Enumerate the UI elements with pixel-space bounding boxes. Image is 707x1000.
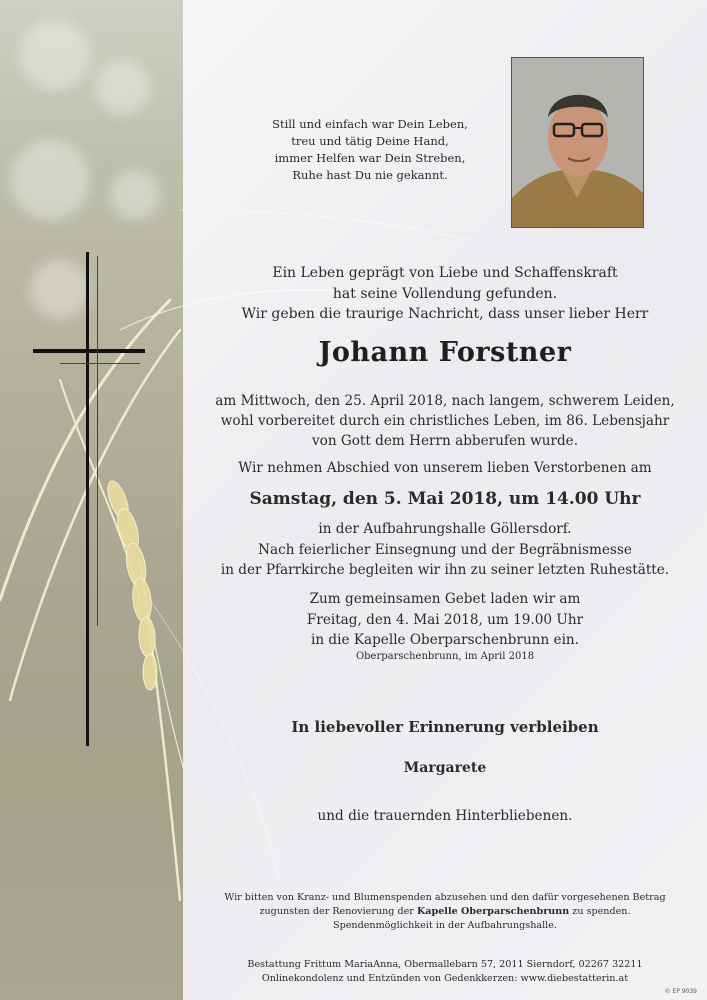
mourner-name: Margarete	[403, 760, 487, 776]
copyright-mark: © EP 9039	[664, 988, 697, 995]
cross-horizontal-thin	[60, 363, 140, 364]
place-date: Oberparschenbrunn, im April 2018	[355, 651, 535, 662]
cross-vertical-thin	[97, 256, 98, 626]
donation-note: Wir bitten von Kranz- und Blumenspenden abzusehen und den dafür vorgesehenen Betrag zugunsten der Renovierung der Kapelle Oberparschenbrunn zu spenden. Spendenmöglichkeit in der Aufbahrungshalle.	[224, 892, 666, 931]
undertaker-info: Bestattung Frittum MariaAnna, Obermallebarn 57, 2011 Sierndorf, 02267 32211 Onlinekondolenz und Entzünden von Gedenkkerzen: www.diebestatterin.at	[247, 959, 643, 984]
funeral-date: Samstag, den 5. Mai 2018, um 14.00 Uhr	[249, 489, 641, 509]
death-notice: am Mittwoch, den 25. April 2018, nach langem, schwerem Leiden, wohl vorbereitet durch ein christliches Leben, im 86. Lebensjahr von Gott dem Herrn abberufen wurde.	[215, 393, 675, 449]
deceased-name: Johann Forstner	[318, 337, 572, 368]
cross-vertical	[86, 252, 89, 746]
prayer-invitation: Zum gemeinsamen Gebet laden wir am Freitag, den 4. Mai 2018, um 19.00 Uhr in die Kapelle Oberparschenbrunn ein.	[306, 591, 584, 648]
farewell-intro: Wir nehmen Abschied von unserem lieben Verstorbenen am	[238, 460, 652, 476]
cross-horizontal	[33, 349, 145, 353]
closing-line: In liebevoller Erinnerung verbleiben	[291, 718, 599, 736]
portrait-photo	[511, 57, 644, 228]
funeral-details: in der Aufbahrungshalle Göllersdorf. Nach feierlicher Einsegnung und der Begräbnismesse in der Pfarrkirche begleiten wir ihn zu seiner letzten Ruhestätte.	[220, 521, 670, 578]
intro-text: Ein Leben geprägt von Liebe und Schaffenskraft hat seine Vollendung gefunden. Wir geben die traurige Nachricht, dass unser lieber Herr	[241, 265, 649, 322]
mourners-rest: und die trauernden Hinterbliebenen.	[317, 808, 573, 824]
memorial-poem: Still und einfach war Dein Leben, treu und tätig Deine Hand, immer Helfen war Dein Streben, Ruhe hast Du nie gekannt.	[272, 117, 468, 182]
